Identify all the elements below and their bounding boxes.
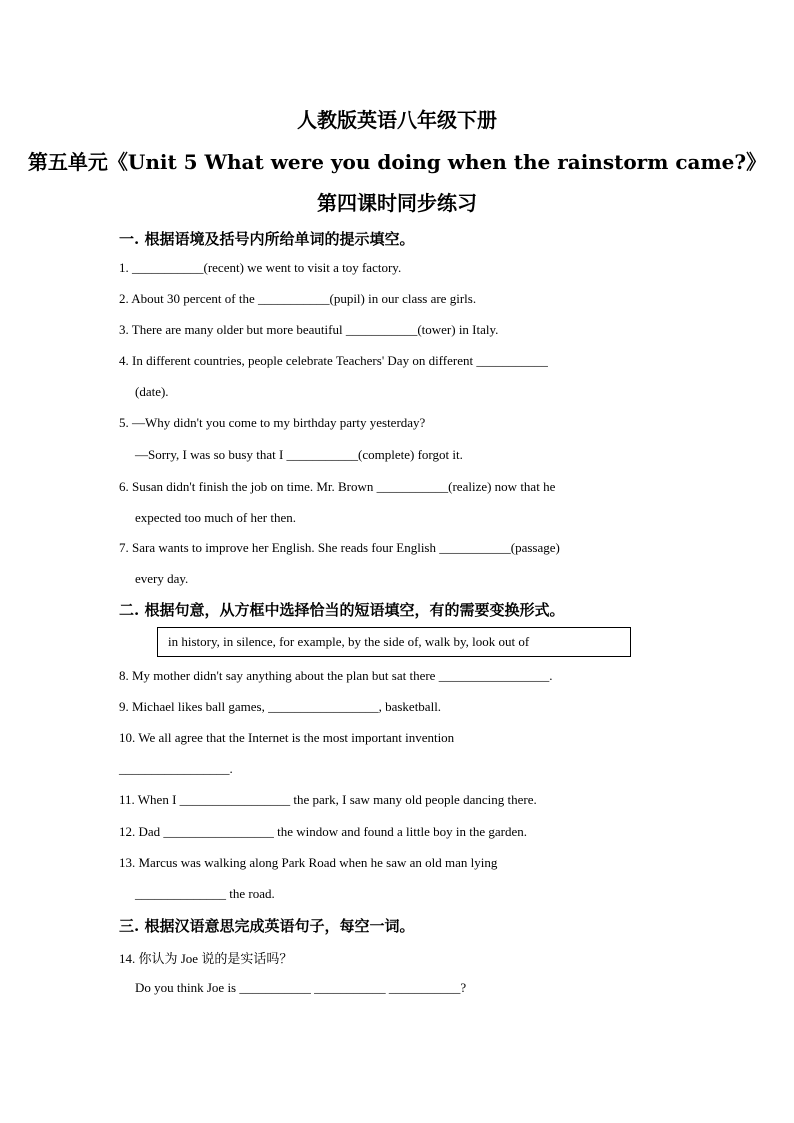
section-3-heading: 三. 根据汉语意思完成英语句子，每空一词。 bbox=[119, 917, 415, 935]
question-7: 7. Sara wants to improve her English. She reads four English ___________(passage) bbox=[119, 540, 560, 555]
question-11: 11. When I _________________ the park, I saw many old people dancing there. bbox=[119, 792, 537, 807]
section-2-heading: 二. 根据句意，从方框中选择恰当的短语填空，有的需要变换形式。 bbox=[119, 601, 565, 619]
question-7-cont: every day. bbox=[135, 571, 189, 586]
unit-title: 第五单元《Unit 5 What were you doing when the rainstorm came?》 bbox=[27, 150, 767, 174]
question-2: 2. About 30 percent of the ___________(pupil) in our class are girls. bbox=[119, 291, 477, 306]
section-1-heading: 一. 根据语境及括号内所给单词的提示填空。 bbox=[119, 230, 415, 248]
question-4: 4. In different countries, people celebrate Teachers' Day on different ___________ bbox=[119, 353, 548, 368]
question-6: 6. Susan didn't finish the job on time. Mr. Brown ___________(realize) now that he bbox=[119, 479, 556, 494]
page-title: 人教版英语八年级下册 bbox=[297, 108, 497, 132]
question-5: 5. —Why didn't you come to my birthday party yesterday? bbox=[119, 415, 426, 430]
question-14: 14. 你认为 Joe 说的是实话吗？ bbox=[119, 951, 293, 966]
question-1: 1. ___________(recent) we went to visit a toy factory. bbox=[119, 260, 402, 275]
question-10-cont: _________________. bbox=[119, 761, 233, 776]
question-10: 10. We all agree that the Internet is the most important invention bbox=[119, 730, 455, 745]
question-12: 12. Dad _________________ the window and found a little boy in the garden. bbox=[119, 824, 527, 839]
question-8: 8. My mother didn't say anything about the plan but sat there _________________. bbox=[119, 668, 553, 683]
question-13: 13. Marcus was walking along Park Road when he saw an old man lying bbox=[119, 855, 498, 870]
question-5-cont: —Sorry, I was so busy that I ___________(complete) forgot it. bbox=[135, 447, 463, 462]
question-3: 3. There are many older but more beautiful ___________(tower) in Italy. bbox=[119, 322, 499, 337]
question-4-cont: (date). bbox=[135, 384, 169, 399]
question-14-answer: Do you think Joe is ___________ ___________ ___________? bbox=[135, 980, 467, 995]
question-9: 9. Michael likes ball games, _________________, basketball. bbox=[119, 699, 442, 714]
question-6-cont: expected too much of her then. bbox=[135, 510, 296, 525]
phrase-box: in history, in silence, for example, by the side of, walk by, look out of bbox=[157, 627, 631, 657]
question-13-cont: ______________ the road. bbox=[135, 886, 275, 901]
lesson-title: 第四课时同步练习 bbox=[317, 191, 477, 215]
